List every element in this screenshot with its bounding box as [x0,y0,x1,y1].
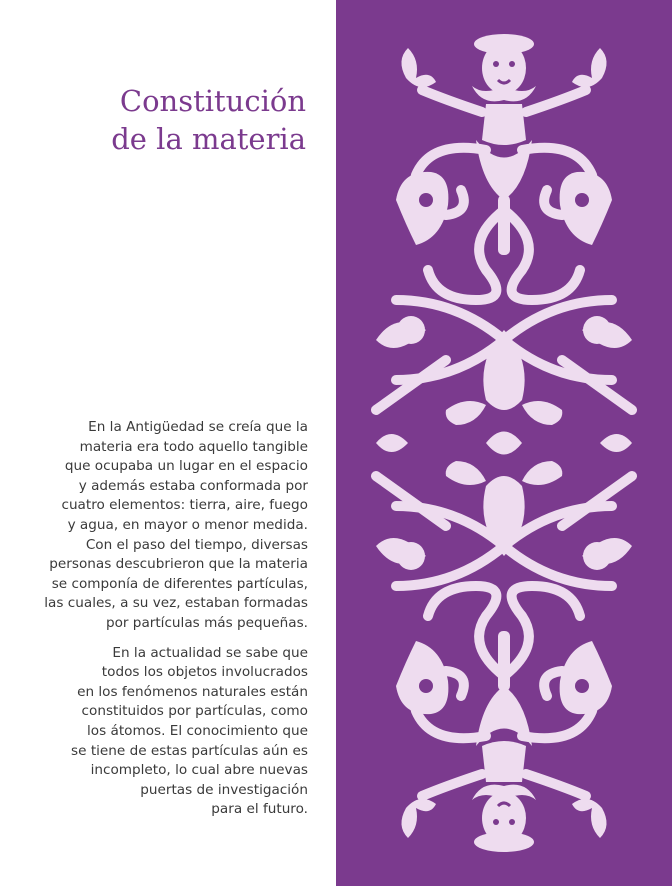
text-line: para el futuro. [211,801,308,818]
grotesque-floral-ornament-icon [336,0,672,886]
text-line: y agua, en mayor o menor medida. [67,516,308,533]
text-line: constituidos por partículas, como [81,703,308,720]
text-line: puertas de investigación [140,781,308,798]
text-line: materia era todo aquello tangible [79,438,308,455]
title-line-1: Constitución [119,84,306,118]
text-line: incompleto, lo cual abre nuevas [90,762,308,779]
ornament-bottom-half [376,461,632,852]
text-line: y además estaba conformada por [78,477,308,494]
text-line: En la actualidad se sabe que [112,644,308,661]
text-line: En la Antigüedad se creía que la [88,419,308,435]
text-line: personas descubrieron que la materia [49,556,308,573]
text-line: se tiene de estas partículas aún es [71,742,308,759]
text-line: todos los objetos involucrados [101,664,308,681]
text-line: se componía de diferentes partículas, [51,575,308,592]
paragraph-2 [8,644,308,820]
paragraph-1 [8,418,308,634]
body-text [8,418,308,830]
text-line: que ocupaba un lugar en el espacio [64,458,308,475]
text-line: los átomos. El conocimiento que [87,722,308,739]
page-title [26,82,306,158]
decorative-band [336,0,672,886]
title-line-2: de la materia [111,122,306,156]
text-line: en los fenómenos naturales están [77,683,308,700]
text-line: cuatro elementos: tierra, aire, fuego [61,497,308,514]
text-line: Con el paso del tiempo, diversas [85,536,308,553]
text-line: las cuales, a su vez, estaban formadas [44,595,308,612]
ornament-top-half [376,34,632,425]
text-line: por partículas más pequeñas. [105,614,308,631]
